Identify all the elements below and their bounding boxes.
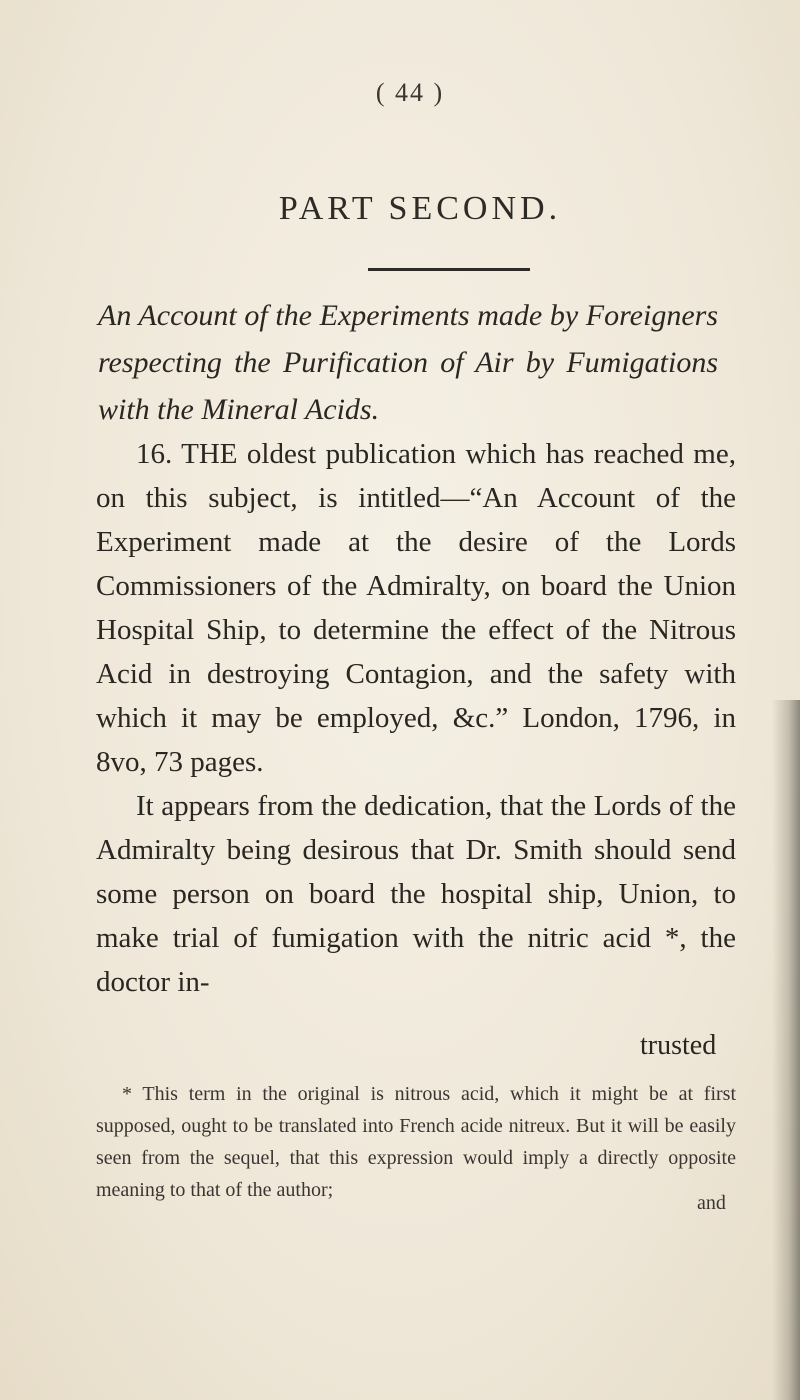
- body-text: [96, 432, 736, 1004]
- footnote-text: * This term in the original is nitrous acid, which it might be at first supposed, ought to be translated into French acide nitreux. But it will be easily seen from the sequel, that this expression would imply a directly opposite meaning to that of the author;: [96, 1083, 736, 1201]
- catchword: trusted: [640, 1030, 717, 1061]
- footnote-catchword: and: [697, 1192, 726, 1214]
- page-edge-shadow: [772, 700, 800, 1400]
- part-heading: PART SECOND.: [278, 190, 562, 227]
- page-number: ( 44 ): [375, 78, 445, 107]
- footnote: [96, 1078, 736, 1206]
- heading-rule: [368, 268, 530, 271]
- section-subtitle: An Account of the Experiments made by Foreigners respecting the Purification of Air by Fumigations with the Mineral Acids.: [98, 299, 718, 426]
- paragraph-dedication: It appears from the dedication, that the Lords of the Admiralty being desirous that Dr. Smith should send some person on board the hospital ship, Union, to make trial of fumigation with the nitric acid *, the doctor in-: [96, 790, 736, 998]
- paragraph-16: 16. THE oldest publication which has reached me, on this subject, is intitled—“An Account of the Experiment made at the desire of the Lords Commissioners of the Admiralty, on board the Union Hospital Ship, to determine the effect of the Nitrous Acid in destroying Contagion, and the safety with which it may be employed, &c.” London, 1796, in 8vo, 73 pages.: [96, 438, 736, 778]
